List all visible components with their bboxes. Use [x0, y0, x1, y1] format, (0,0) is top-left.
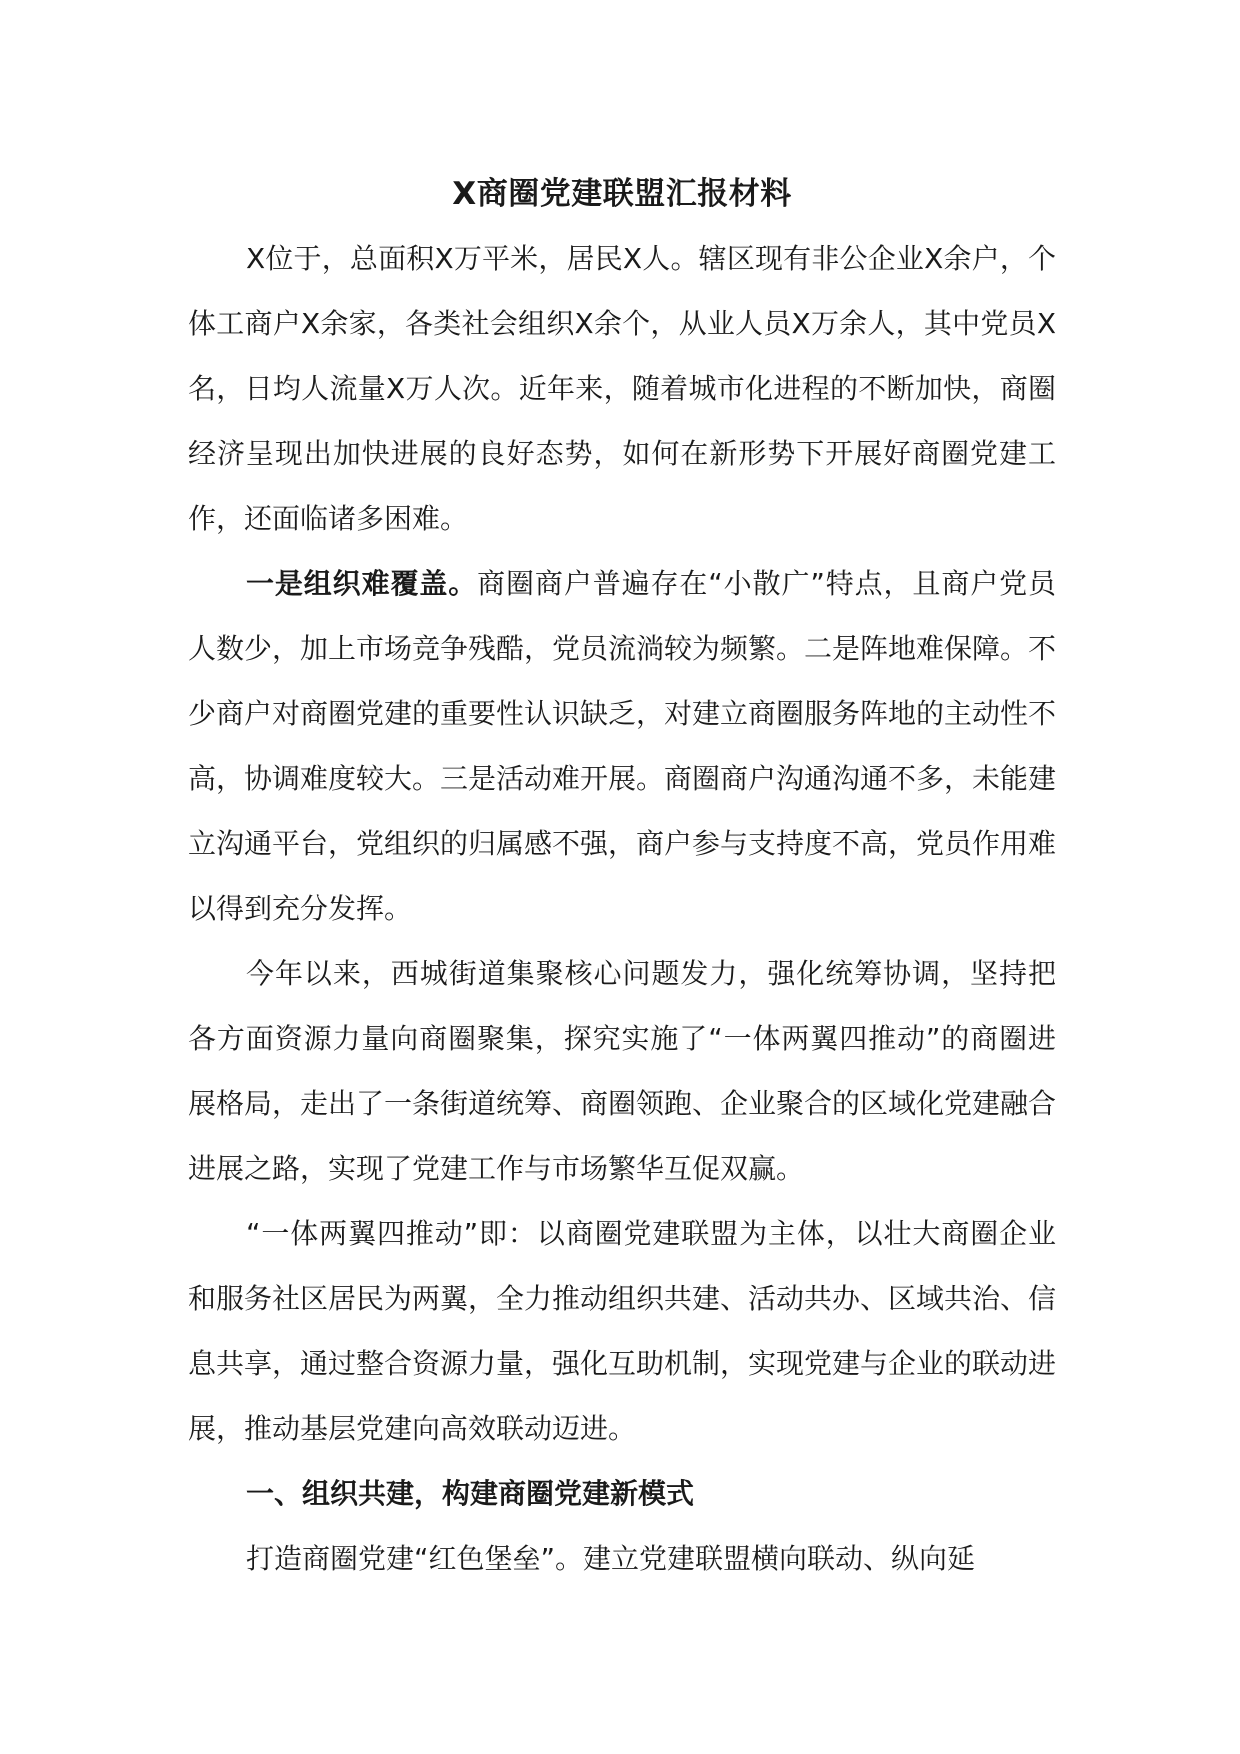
paragraph-section-1: 打造商圈党建“红色堡垒”。建立党建联盟横向联动、纵向延: [246, 1542, 976, 1575]
paragraph-definition: “一体两翼四推动”即：以商圈党建联盟为主体，以壮大商圈企业和服务社区居民为两翼，全力推动组织共建、活动共办、区域共治、信息共享，通过整合资源力量，强化互助机制，实现党建与企业的联动进展，推动基层党建向高效联动迈进。: [188, 1217, 1057, 1445]
paragraph-difficulties: [188, 551, 1056, 941]
paragraph-difficulties-body: 商圈商户普遍存在“小散广”特点，且商户党员人数少，加上市场竞争残酷，党员流淌较为频繁。二是阵地难保障。不少商户对商圈党建的重要性认识缺乏，对建立商圈服务阵地的主动性不高，协调难度较大。三是活动难开展。商圈商户沟通沟通不多，未能建立沟通平台，党组织的归属感不强，商户参与支持度不高，党员作用难以得到充分发挥。: [188, 567, 1057, 925]
paragraph-actions: 今年以来，西城街道集聚核心问题发力，强化统筹协调，坚持把各方面资源力量向商圈聚集，探究实施了“一体两翼四推动”的商圈进展格局，走出了一条街道统筹、商圈领跑、企业聚合的区域化党建融合进展之路，实现了党建工作与市场繁华互促双赢。: [188, 957, 1057, 1185]
document-page: [188, 168, 1056, 1591]
paragraph-overview: X位于，总面积X万平米，居民X人。辖区现有非公企业X余户，个体工商户X余家，各类社会组织X余个，从业人员X万余人，其中党员X名，日均人流量X万人次。近年来，随着城市化进程的不断加快，商圈经济呈现出加快进展的良好态势，如何在新形势下开展好商圈党建工作，还面临诸多困难。: [188, 242, 1056, 535]
paragraph-difficulties-lead: 一是组织难覆盖。: [246, 567, 478, 600]
section-heading-1: 一、组织共建，构建商圈党建新模式: [246, 1477, 695, 1510]
document-title: X商圈党建联盟汇报材料: [452, 176, 792, 212]
